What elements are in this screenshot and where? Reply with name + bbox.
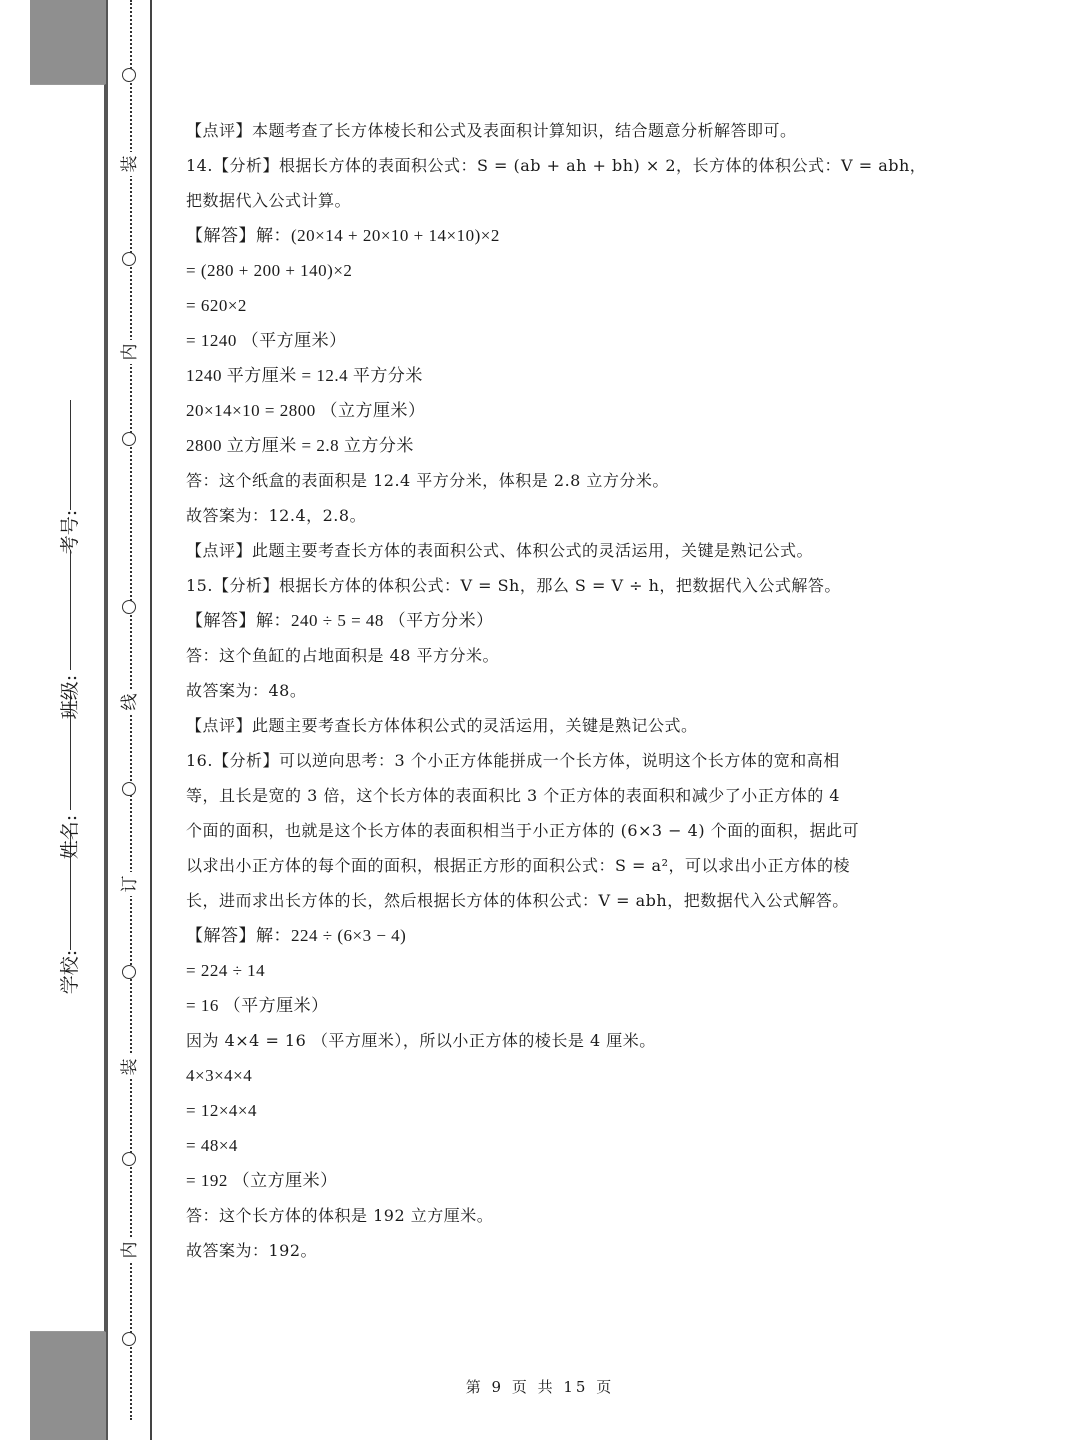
text-line: = 48×4: [186, 1136, 238, 1155]
binding-char: 订: [118, 872, 142, 896]
binding-margin: [0, 0, 160, 1440]
binding-hole-circle: [122, 1152, 136, 1166]
class-label: 班级:: [59, 674, 81, 720]
school-field: [40, 949, 100, 995]
binding-inner-rule: [106, 0, 108, 1440]
text-line: 【解答】解：(20×14 + 20×10 + 14×10)×2: [186, 226, 500, 245]
binding-char: 线: [118, 690, 142, 714]
class-field: [40, 674, 100, 720]
binding-outer-rule: [150, 0, 152, 1440]
binding-hole-circle: [122, 432, 136, 446]
text-line: = 192 （立方厘米）: [186, 1171, 338, 1190]
text-line: = 12×4×4: [186, 1101, 258, 1120]
text-line: 因为 4×4 = 16 （平方厘米），所以小正方体的棱长是 4 厘米。: [186, 1031, 656, 1050]
page-footer: 第 9 页 共 15 页: [465, 1378, 615, 1396]
text-line: 长，进而求出长方体的长，然后根据长方体的体积公式：V = abh，把数据代入公式解答。: [186, 891, 849, 910]
binding-hole-circle: [122, 68, 136, 82]
name-label: 姓名:: [59, 814, 81, 860]
text-line: 【点评】此题主要考查长方体的表面积公式、体积公式的灵活运用，关键是熟记公式。: [186, 541, 814, 560]
text-line: 1240 平方厘米 = 12.4 平方分米: [186, 366, 423, 385]
text-line: 2800 立方厘米 = 2.8 立方分米: [186, 436, 414, 455]
text-line: 【解答】解：224 ÷ (6×3 − 4): [186, 926, 407, 945]
binding-hole-circle: [122, 252, 136, 266]
text-line: = 1240 （平方厘米）: [186, 331, 347, 350]
binding-hole-circle: [122, 1332, 136, 1346]
text-line: 等，且长是宽的 3 倍，这个长方体的表面积比 3 个正方体的表面积和减少了小正方体的 4: [186, 786, 840, 805]
text-line: 故答案为：48。: [186, 681, 307, 700]
text-line: = 620×2: [186, 296, 247, 315]
exam-number-field: [40, 509, 100, 555]
text-line: 4×3×4×4: [186, 1066, 253, 1085]
student-info-fields: [40, 400, 100, 1040]
text-line: 个面的面积，也就是这个长方体的表面积相当于小正方体的 (6×3 − 4) 个面的面积，据此可: [186, 821, 860, 840]
text-line: 答：这个鱼缸的占地面积是 48 平方分米。: [186, 646, 500, 665]
text-line: 答：这个纸盒的表面积是 12.4 平方分米，体积是 2.8 立方分米。: [186, 471, 669, 490]
text-line: 16.【分析】可以逆向思考：3 个小正方体能拼成一个长方体，说明这个长方体的宽和高相: [186, 751, 840, 770]
text-line: = 16 （平方厘米）: [186, 996, 329, 1015]
text-line: 15.【分析】根据长方体的体积公式：V = Sh，那么 S = V ÷ h，把数据代入公式解答。: [186, 576, 841, 595]
text-line: 20×14×10 = 2800 （立方厘米）: [186, 401, 426, 420]
binding-hole-circle: [122, 965, 136, 979]
school-label: 学校:: [59, 949, 81, 995]
answer-content: [186, 120, 927, 1275]
binding-gray-top: [30, 0, 106, 84]
text-line: = 224 ÷ 14: [186, 961, 266, 980]
binding-char: 装: [118, 1055, 142, 1079]
binding-char: 装: [118, 152, 142, 176]
binding-hole-circle: [122, 600, 136, 614]
exam-number-label: 考号:: [59, 509, 81, 555]
text-line: 把数据代入公式计算。: [186, 191, 352, 210]
exam-number-blank: [70, 400, 71, 510]
binding-hole-circle: [122, 782, 136, 796]
text-line: 14.【分析】根据长方体的表面积公式：S = (ab + ah + bh) × 2，长方体的体积公式：V = abh，: [186, 156, 927, 175]
text-line: 【点评】此题主要考查长方体体积公式的灵活运用，关键是熟记公式。: [186, 716, 698, 735]
text-line: 故答案为：192。: [186, 1241, 318, 1260]
text-line: 【点评】本题考查了长方体棱长和公式及表面积计算知识，结合题意分析解答即可。: [186, 121, 797, 140]
text-line: 以求出小正方体的每个面的面积，根据正方形的面积公式：S = a²，可以求出小正方体的棱: [186, 856, 850, 875]
text-line: = (280 + 200 + 140)×2: [186, 261, 353, 280]
class-blank: [70, 550, 71, 670]
text-line: 答：这个长方体的体积是 192 立方厘米。: [186, 1206, 494, 1225]
binding-char: 内: [118, 340, 142, 364]
text-line: 故答案为：12.4，2.8。: [186, 506, 367, 525]
binding-char: 内: [118, 1238, 142, 1262]
text-line: 【解答】解：240 ÷ 5 = 48 （平方分米）: [186, 611, 494, 630]
name-field: [40, 814, 100, 860]
